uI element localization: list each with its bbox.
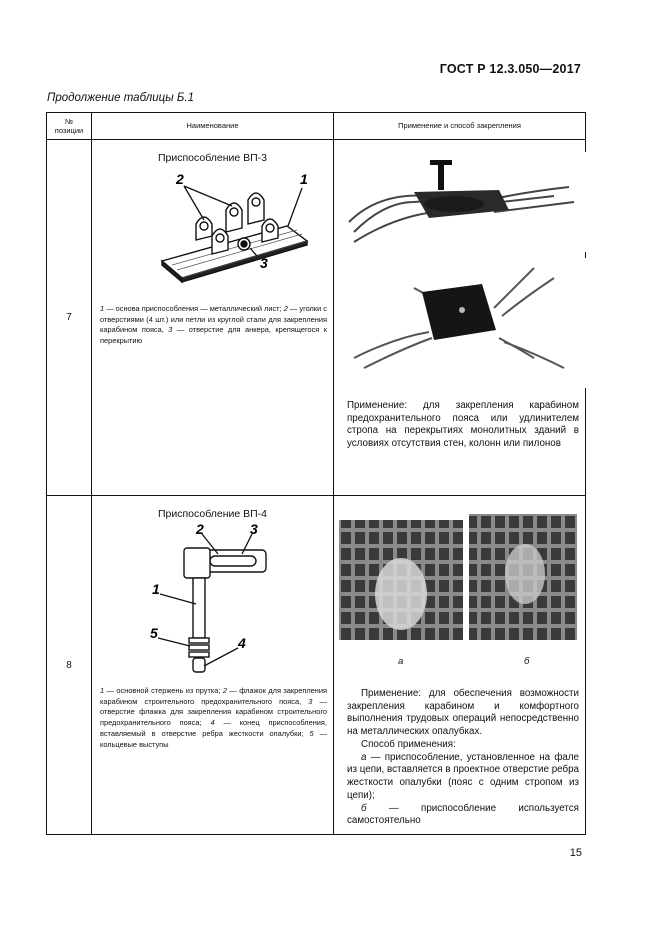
callout-3: 3 [250, 522, 258, 537]
device-legend [92, 304, 333, 347]
usage-a-letter: а [361, 751, 367, 763]
devices-table [46, 112, 586, 835]
legend-index: 3 [308, 696, 313, 706]
legend-index: 2 [283, 304, 288, 313]
device-legend [92, 686, 333, 750]
legend-text: — отверстие для анкера, крепящегося к перекрытию [100, 325, 327, 346]
legend-index: 1 [100, 686, 105, 695]
vp3-drawing [92, 166, 334, 286]
legend-index: 5 [309, 728, 314, 738]
col-header-number-line2: позиции [54, 126, 84, 135]
table-row [47, 496, 586, 835]
document-id: ГОСТ Р 12.3.050—2017 [439, 62, 581, 76]
device-title: Приспособление ВП-3 [157, 152, 268, 164]
usage-b-letter: б [361, 802, 367, 814]
legend-text: — флажок для закрепления карабином строительного предохранительного пояса, [100, 686, 327, 706]
usage-text: Применение: для закрепления карабином предохранительного пояса или удлинителем стропа на перекрытиях монолитных зданий в условиях отсутствия стен, колонн или пилонов [347, 400, 579, 450]
legend-text: — уголки с отверстиями (4 шт.) или петли из круглой стали для закрепления карабином пояса, [100, 304, 327, 335]
col-header-name: Наименование [92, 113, 334, 140]
usage-text [334, 688, 585, 828]
callout-4: 4 [238, 635, 246, 651]
table-header-row [47, 113, 586, 140]
callout-2: 2 [176, 171, 184, 187]
device-name-cell [92, 140, 334, 496]
legend-text: — основной стержень из прутка; [104, 686, 223, 695]
device-name-cell [92, 496, 334, 835]
legend-index: 3 [168, 325, 173, 335]
usage-a [347, 752, 579, 803]
position-number: 8 [47, 496, 92, 835]
callout-5: 5 [150, 625, 158, 641]
legend-text: — основа приспособления — металлический лист; [104, 304, 282, 313]
legend-index: 1 [100, 304, 105, 313]
usage-b [347, 803, 579, 828]
photo-label-b: б [524, 656, 530, 667]
device-usage-cell [334, 496, 586, 835]
callout-1: 1 [152, 581, 160, 597]
device-usage-cell [334, 140, 586, 496]
vp4-drawing [92, 522, 334, 682]
position-number: 7 [47, 140, 92, 496]
usage-a-text: — приспособление, установленное на фале из цепи, вставляется в проектное отверстие ребра жесткости опалубки (пояс с одним стропом из цепи); [347, 751, 579, 801]
callout-1: 1 [300, 171, 308, 187]
col-header-number-line1: № [64, 116, 74, 126]
col-header-number [47, 113, 92, 140]
usage-b-text: — приспособление используется самостоятельно [347, 802, 579, 827]
legend-index: 4 [210, 718, 215, 728]
legend-text: — кольцевые выступы [100, 728, 327, 749]
vp4-photo-pair [339, 514, 591, 664]
table-caption: Продолжение таблицы Б.1 [47, 92, 194, 104]
usage-method: Способ применения: [361, 738, 456, 750]
legend-text: — отверстие флажка для закрепления карабином строительного предохранительного пояса; [100, 696, 327, 728]
col-header-usage: Применение и способ закрепления [334, 113, 586, 140]
legend-index: 2 [222, 686, 227, 695]
vp3-photo-top [334, 258, 586, 388]
page-number: 15 [569, 847, 582, 859]
photo-label-a: а [398, 656, 404, 667]
legend-text: — конец приспособления, вставляемый в отверстие ребра жесткости опалубки; [100, 718, 327, 738]
callout-2: 2 [196, 522, 204, 537]
vp4-photos [334, 496, 585, 676]
callout-3: 3 [260, 255, 268, 271]
table-row [47, 140, 586, 496]
vp3-photo-side [334, 152, 586, 252]
usage-main: Применение: для обеспечения возможности закрепления карабином и комфортного выполнения трудовых операций непосредственно на металлических опалубках. [347, 688, 579, 738]
device-title: Приспособление ВП-4 [157, 508, 268, 520]
